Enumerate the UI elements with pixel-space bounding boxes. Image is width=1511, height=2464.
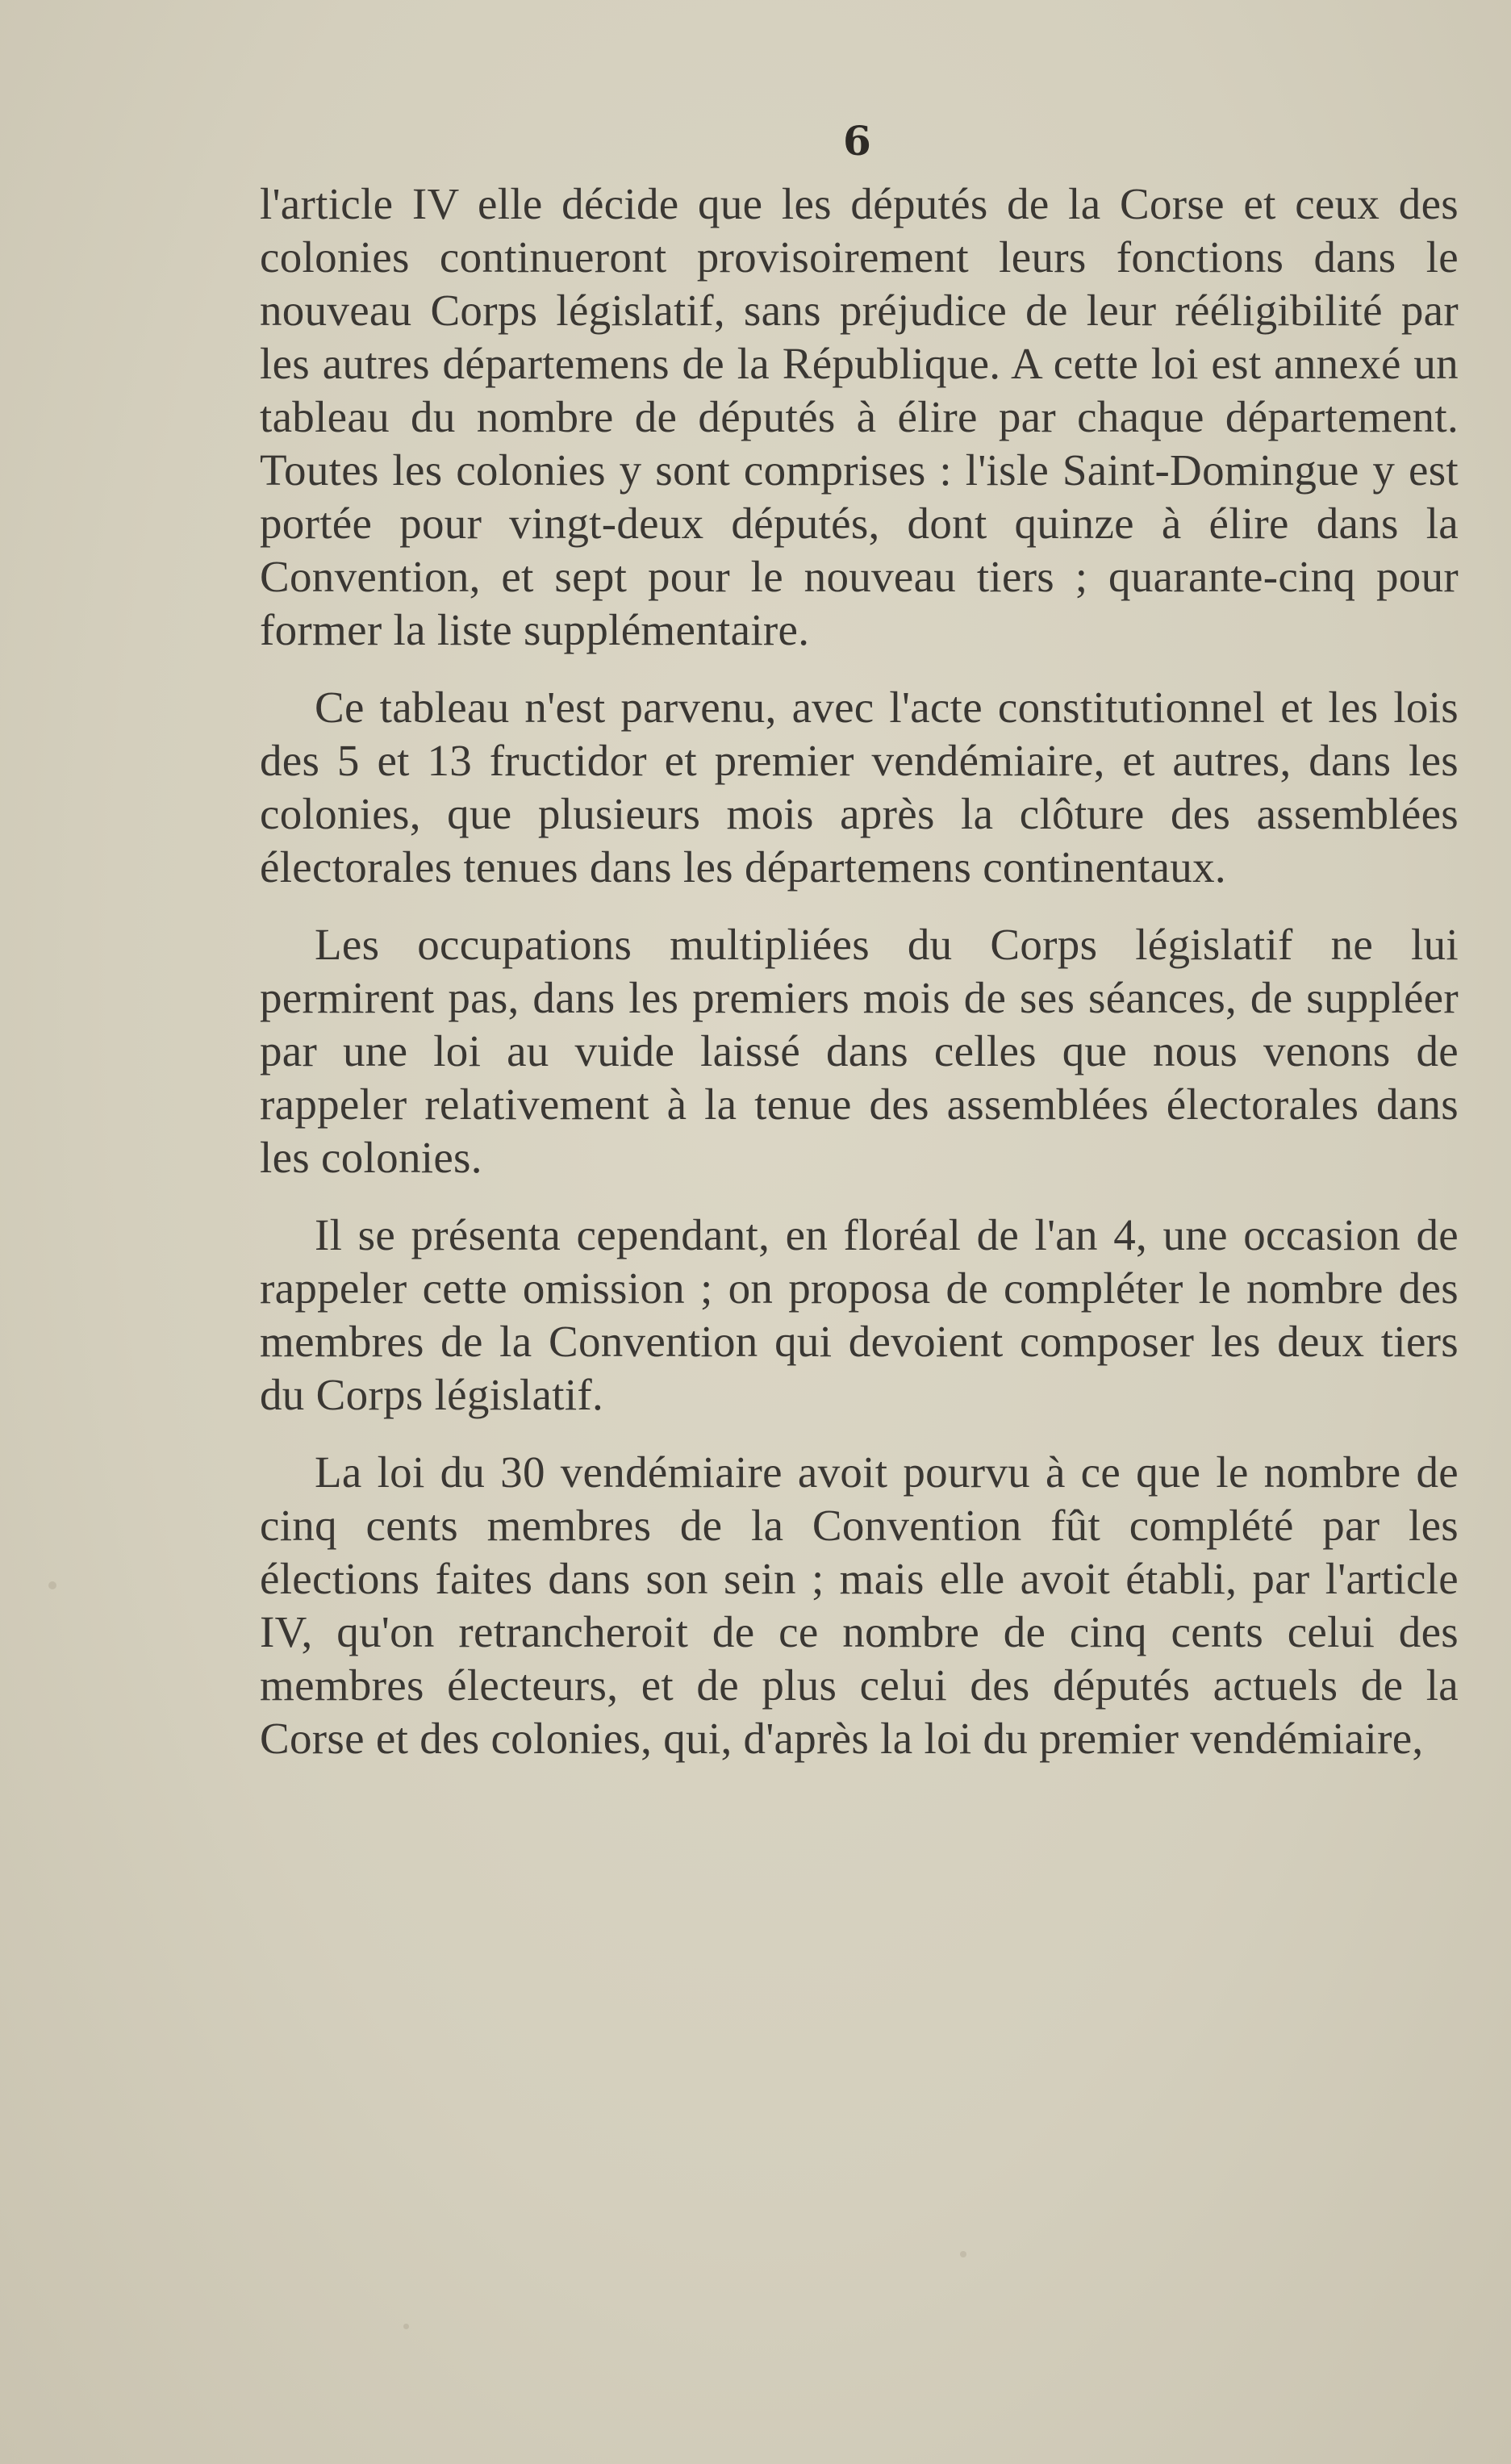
- paragraph: La loi du 30 vendémiaire avoit pourvu à ce que le nombre de cinq cents membres de la Convention fût complété par les élections faites dans son sein ; mais elle avoit établi, par l'article IV, qu'on retrancheroit de ce nombre de cinq cents celui des membres électeurs, et de plus celui des députés actuels de la Corse et des colonies, qui, d'après la loi du premier vendémiaire,: [260, 1447, 1459, 1763]
- paragraph: l'article IV elle décide que les députés de la Corse et ceux des colonies continueront provisoirement leurs fonctions dans le nouveau Corps législatif, sans préjudice de leur rééligibilité par les autres départemens de la République. A cette loi est annexé un tableau du nombre de députés à élire par chaque département. Toutes les colonies y sont comprises : l'isle Saint-Domingue y est portée pour vingt-deux députés, dont quinze à élire dans la Convention, et sept pour le nouveau tiers ; quarante-cinq pour former la liste supplémentaire.: [260, 179, 1459, 654]
- paragraph: Ce tableau n'est parvenu, avec l'acte constitutionnel et les lois des 5 et 13 fructidor et premier vendémiaire, et autres, dans les colonies, que plusieurs mois après la clôture des assemblées électorales tenues dans les départemens continentaux.: [260, 683, 1459, 892]
- paper-spot: [960, 2251, 966, 2257]
- paper-spot: [48, 1581, 56, 1589]
- paper-spot: [403, 2324, 409, 2329]
- page-number: 6: [843, 117, 871, 165]
- body-text: [260, 177, 1459, 1765]
- paragraph: Il se présenta cependant, en floréal de l'an 4, une occasion de rappeler cette omission ; on proposa de compléter le nombre des membres de la Convention qui devoient composer les deux tiers du Corps législatif.: [260, 1210, 1459, 1419]
- paragraph: Les occupations multipliées du Corps législatif ne lui permirent pas, dans les premiers mois de ses séances, de suppléer par une loi au vuide laissé dans celles que nous venons de rappeler relativement à la tenue des assemblées électorales dans les colonies.: [260, 920, 1459, 1182]
